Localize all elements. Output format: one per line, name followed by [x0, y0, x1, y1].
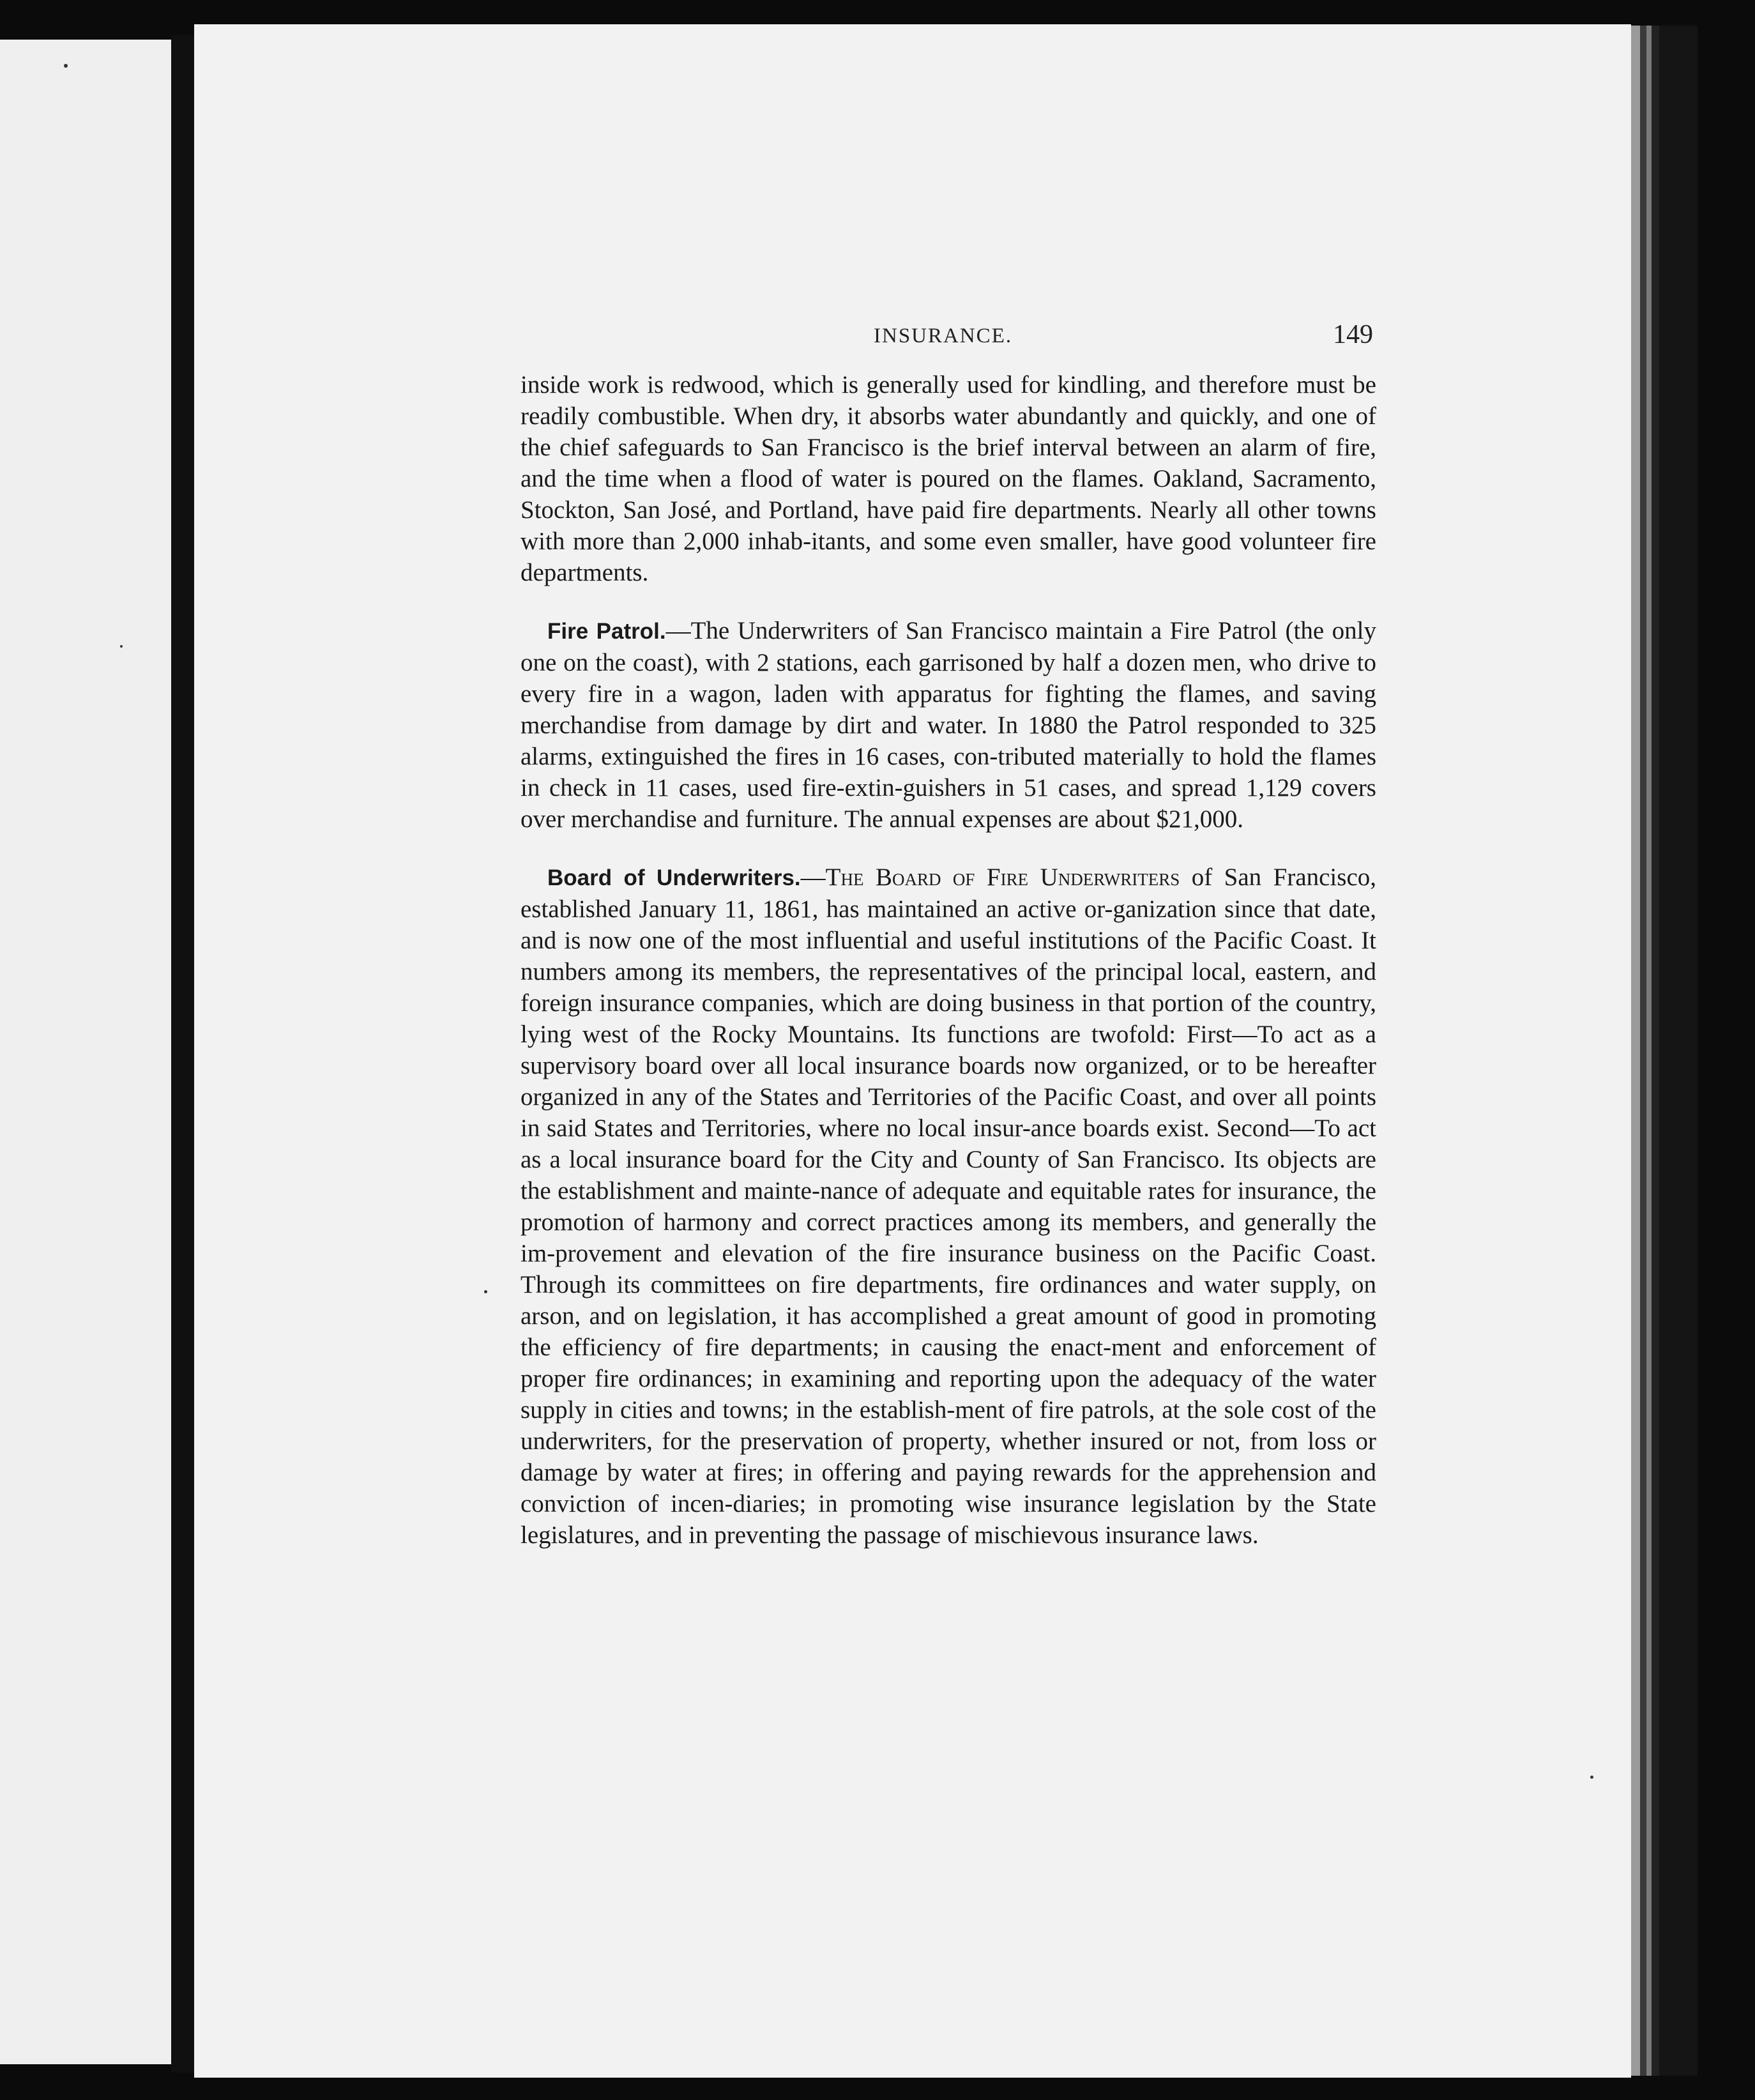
em-dash: — [800, 864, 826, 891]
dust-speck [120, 645, 123, 648]
paragraph-continuation: inside work is redwood, which is generally used for kindling, and therefore must be readily combustible. When dry, it absorbs water abundantly and quickly, and one of the chief safeguards to San Francisco is the brief interval between an alarm of fire, and the time when a flood of water is poured on the flames. Oakland, Sacramento, Stockton, San José, and Portland, have paid fire departments. Nearly all other towns with more than 2,000 inhab-itants, and some even smaller, have good volunteer fire departments. [520, 371, 1376, 586]
dust-speck [64, 64, 68, 68]
page-edge-stack [1652, 26, 1659, 2076]
left-page-edge [0, 40, 171, 2064]
page-number: 149 [1333, 320, 1373, 349]
page-body [520, 369, 1376, 1551]
page-edge-stack [1640, 26, 1646, 2076]
book-cover-edge [1659, 26, 1698, 2076]
section-heading-fire-patrol: Fire Patrol. [547, 619, 666, 644]
section-heading-board-of-underwriters: Board of Underwriters. [547, 865, 801, 890]
page-header [830, 318, 1373, 356]
paragraph-fire-patrol [520, 615, 1376, 835]
dust-speck [484, 1290, 487, 1293]
page-edge-stack [1646, 26, 1652, 2076]
running-title: INSURANCE. [874, 324, 1013, 347]
dust-speck [1590, 1776, 1593, 1779]
book-gutter [171, 35, 194, 2073]
paragraph-text: of San Francisco, established January 11, 1861, has maintained an active or-ganization since that date, and is now one of the most influential and useful institutions of the Pacific Coast. It numbers among its members, the representatives of the principal local, eastern, and foreign insurance companies, which are doing business in that portion of the country, lying west of the Rocky Mountains. Its functions are twofold: First—To act as a supervisory board over all local insurance boards now organized, or to be hereafter organized in any of the States and Territories of the Pacific Coast, and over all points in said States and Territories, where no local insur-ance boards exist. Second—To act as a local insurance board for the City and County of San Francisco. Its objects are the establishment and mainte-nance of adequate and equitable rates for insurance, the promotion of harmony and correct practices among its members, and generally the im-provement and elevation of the fire insurance business on the Pacific Coast. Through its committees on fire departments, fire ordinances and water supply, on arson, and on legislation, it has accomplished a great amount of good in promoting the efficiency of fire departments; in causing the enact-ment and enforcement of proper fire ordinances; in examining and reporting upon the adequacy of the water supply in cities and towns; in the establish-ment of fire patrols, at the sole cost of the underwriters, for the preservation of property, whether insured or not, from loss or damage by water at fires; in offering and paying rewards for the apprehension and conviction of incen-diaries; in promoting wise insurance legislation by the State legislatures, and in preventing the passage of mischievous insurance laws. [520, 864, 1377, 1549]
organization-name: The Board of Fire Underwriters [825, 864, 1180, 891]
paragraph-board-of-underwriters [520, 862, 1376, 1551]
page-edge-stack [1631, 26, 1640, 2076]
paragraph-text: —The Underwriters of San Francisco maintain a Fire Patrol (the only one on the coast), with 2 stations, each garrisoned by half a dozen men, who drive to every fire in a wagon, laden with apparatus for fighting the flames, and saving merchandise from damage by dirt and water. In 1880 the Patrol responded to 325 alarms, extinguished the fires in 16 cases, con-tributed materially to hold the flames in check in 11 cases, used fire-extin-guishers in 51 cases, and spread 1,129 covers over merchandise and furniture. The annual expenses are about $21,000. [520, 617, 1376, 833]
